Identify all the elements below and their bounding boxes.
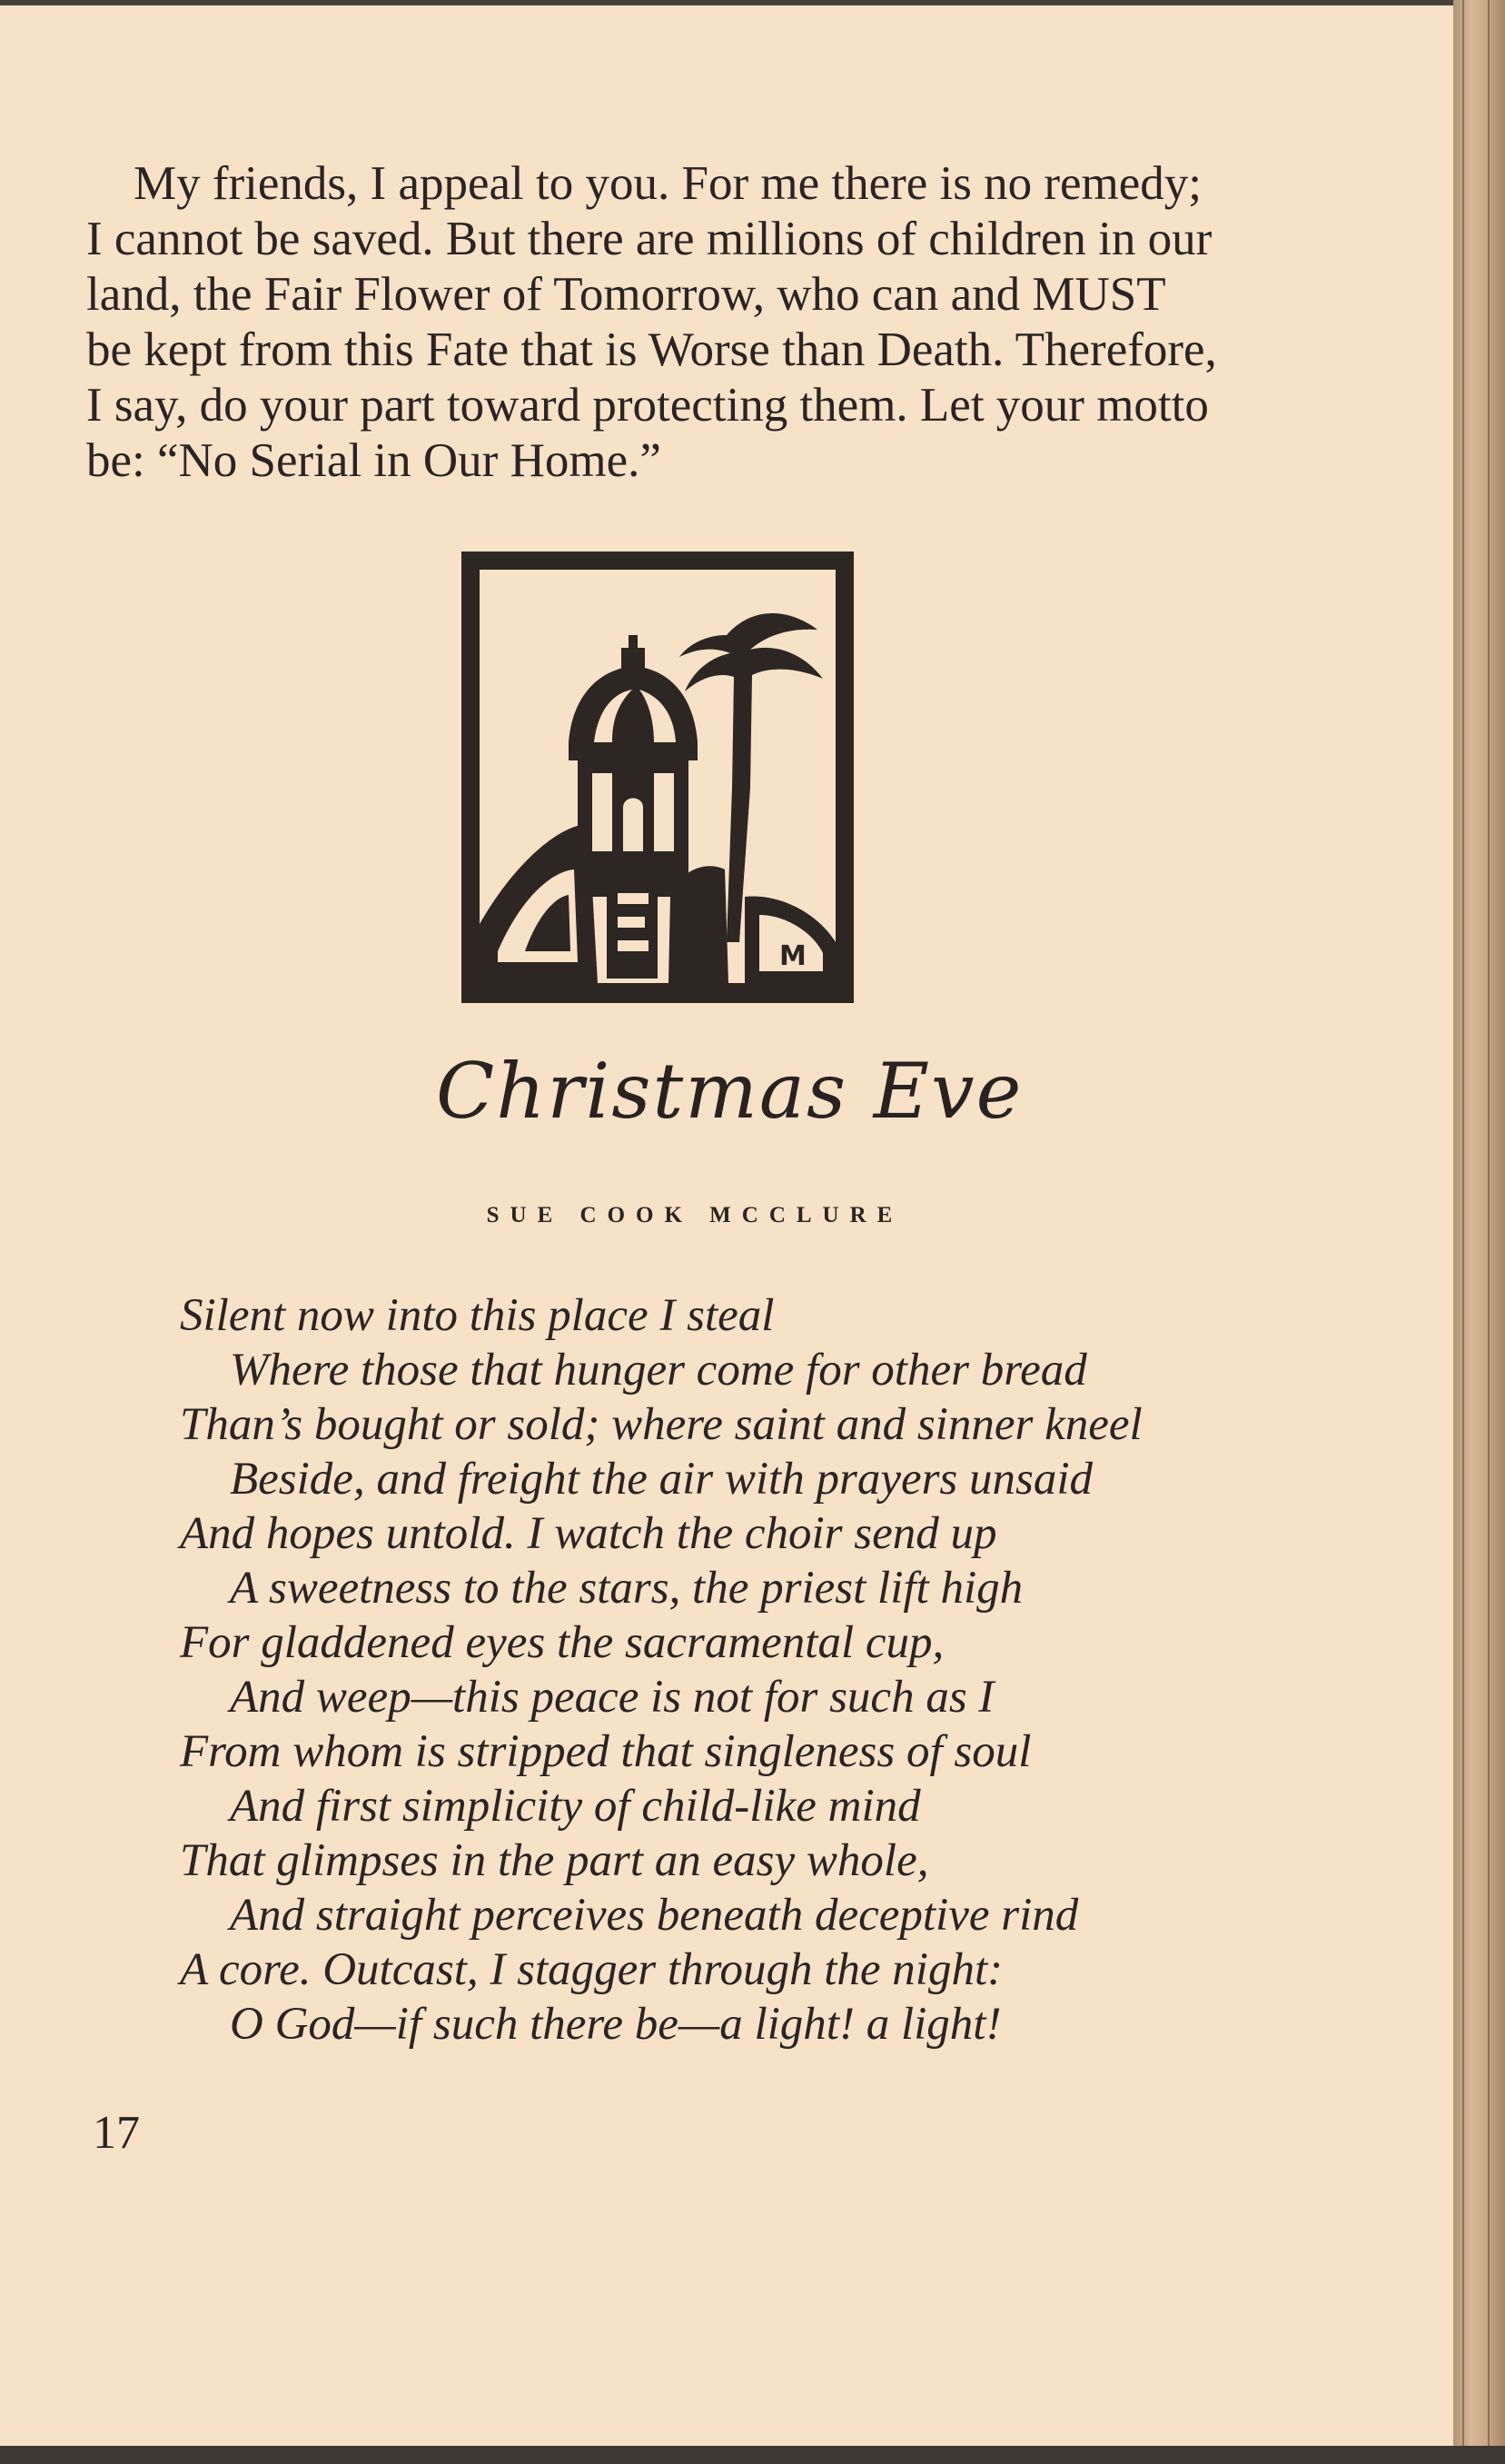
poem-title: Christmas Eve: [436, 1047, 1024, 1136]
prose-line: be kept from this Fate that is Worse than Death. Therefore,: [86, 323, 1217, 376]
prose-paragraph: [86, 156, 1267, 489]
poem-line: For gladdened eyes the sacramental cup,: [180, 1617, 945, 1668]
bottom-edge: [0, 2446, 1505, 2464]
poem-line: From whom is stripped that singleness of soul: [180, 1726, 1032, 1777]
prose-line: My friends, I appeal to you. For me there is no remedy;: [134, 157, 1203, 210]
poem-line: And hopes untold. I watch the choir send up: [180, 1508, 997, 1559]
spine-line: [1462, 0, 1464, 2464]
prose-line: I cannot be saved. But there are millions of children in our: [86, 213, 1213, 265]
poem-line: A sweetness to the stars, the priest lift high: [230, 1563, 1024, 1614]
poem-body: [180, 1288, 1270, 2052]
prose-line: I say, do your part toward protecting them. Let your motto: [86, 379, 1209, 432]
poem-author: SUE COOK MCCLURE: [486, 1203, 904, 1227]
book-spine-edge: [1453, 0, 1505, 2464]
poem-line: And first simplicity of child-like mind: [230, 1781, 921, 1832]
church-dome-palm-woodcut-icon: [461, 551, 854, 1003]
poem-line: Where those that hunger come for other bread: [230, 1345, 1087, 1396]
spine-line: [1488, 0, 1490, 2464]
poem-line: Than’s bought or sold; where saint and sinner kneel: [180, 1399, 1143, 1450]
poem-line: O God—if such there be—a light! a light!: [230, 1999, 1002, 2050]
top-edge: [0, 0, 1505, 5]
poem-line: And weep—this peace is not for such as I: [230, 1672, 995, 1723]
prose-line: land, the Fair Flower of Tomorrow, who can and MUST: [86, 268, 1166, 321]
poem-line: Silent now into this place I steal: [180, 1290, 775, 1341]
poem-line: And straight perceives beneath deceptive rind: [230, 1890, 1079, 1941]
poem-line: A core. Outcast, I stagger through the night:: [180, 1944, 1004, 1995]
prose-line: be: “No Serial in Our Home.”: [86, 434, 661, 487]
page-number: 17: [93, 2107, 140, 2159]
poem-line: Beside, and freight the air with prayers unsaid: [230, 1454, 1094, 1505]
poem-line: That glimpses in the part an easy whole,: [180, 1835, 929, 1886]
woodcut-monogram: M: [779, 940, 807, 972]
